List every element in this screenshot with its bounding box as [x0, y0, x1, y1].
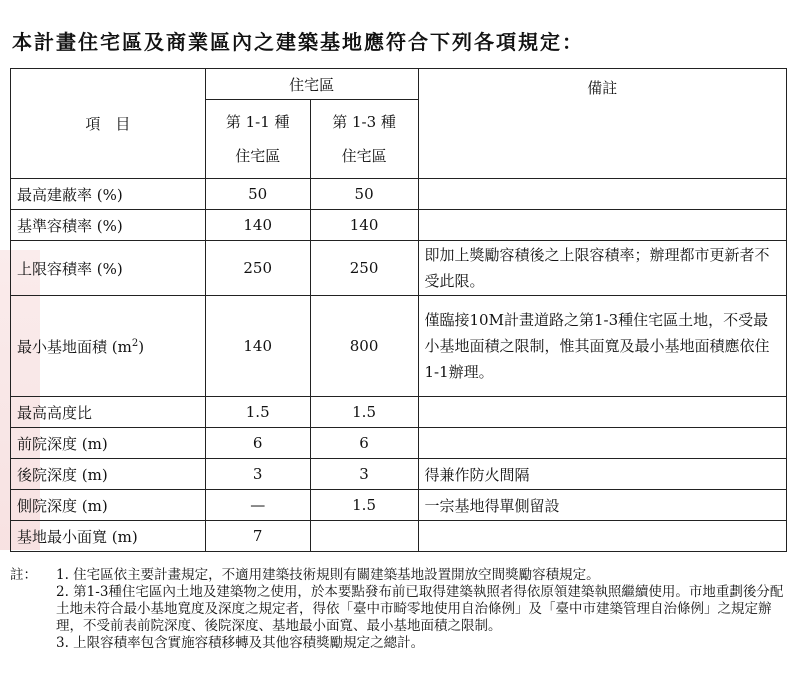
row-note [418, 210, 786, 241]
row-item: 最高高度比 [11, 397, 206, 428]
row-item-end: ) [138, 337, 145, 356]
row-note [418, 241, 786, 296]
item-header: 項 目 [11, 69, 206, 179]
row-value-1-3: 1.5 [310, 397, 418, 428]
row-note [418, 428, 786, 459]
row-note [418, 296, 786, 397]
table-header-row [11, 69, 787, 100]
row-item: 側院深度 (m) [11, 490, 206, 521]
row-item: 前院深度 (m) [11, 428, 206, 459]
table-row [11, 296, 787, 397]
notes-label: 註： [10, 567, 37, 583]
table-row [11, 428, 787, 459]
row-value-1-1: 7 [205, 521, 310, 552]
zone-1-3-line1: 第 1-3 種 [332, 113, 396, 131]
row-value-1-3 [310, 521, 418, 552]
row-value-1-1: 140 [205, 296, 310, 397]
note-item: 3. 上限容積率包含實施容積移轉及其他容積獎勵規定之總計。 [56, 635, 425, 651]
row-value-1-3: 6 [310, 428, 418, 459]
residential-group-header: 住宅區 [205, 69, 418, 100]
row-note-text: 即加上獎勵容積後之上限容積率；辦理都市更新者不受此限。 [424, 246, 770, 290]
table-row [11, 521, 787, 552]
row-value-1-1: 1.5 [205, 397, 310, 428]
table-row [11, 179, 787, 210]
note-item: 2. 第1-3種住宅區內土地及建築物之使用，於本要點發布前已取得建築執照者得依原領建築執照繼續使用。市地重劃後分配土地未符合最小基地寬度及深度之規定者，得依「臺中市畸零地使用自治條例」及「臺中市建築管理自治條例」之規定辦理，不受前表前院深度、後院深度、基地最小面寬、最小基地面積之限制。 [56, 584, 784, 634]
zone-1-1-header [205, 100, 310, 179]
row-item: 基準容積率 (%) [11, 210, 206, 241]
row-note-text: 僅臨接10M計畫道路之第1-3種住宅區土地，不受最小基地面積之限制，惟其面寬及最小基地面積應依住1-1辦理。 [424, 311, 770, 381]
row-value-1-3: 50 [310, 179, 418, 210]
row-item: 上限容積率 (%) [11, 241, 206, 296]
notes-list [56, 567, 796, 652]
row-note [418, 397, 786, 428]
row-note: 一宗基地得單側留設 [418, 490, 786, 521]
row-value-1-1: 250 [205, 241, 310, 296]
zone-1-3-header [310, 100, 418, 179]
row-value-1-1: — [205, 490, 310, 521]
row-value-1-1: 6 [205, 428, 310, 459]
row-item-main: 最小基地面積 (m [17, 337, 132, 356]
remarks-header: 備註 [418, 69, 786, 179]
row-item: 基地最小面寬 (m) [11, 521, 206, 552]
row-value-1-3: 250 [310, 241, 418, 296]
row-item-sup: 2 [131, 337, 139, 349]
row-value-1-1: 3 [205, 459, 310, 490]
note-item: 1. 住宅區依主要計畫規定，不適用建築技術規則有關建築基地設置開放空間獎勵容積規定。 [56, 567, 600, 583]
row-item: 最高建蔽率 (%) [11, 179, 206, 210]
row-value-1-3: 1.5 [310, 490, 418, 521]
zone-1-1-line1: 第 1-1 種 [225, 113, 290, 131]
table-row [11, 490, 787, 521]
zone-1-3-line2: 住宅區 [341, 147, 387, 165]
row-item: 後院深度 (m) [11, 459, 206, 490]
table-row [11, 459, 787, 490]
document-title: 本計畫住宅區及商業區內之建築基地應符合下列各項規定： [12, 30, 584, 54]
row-note [418, 179, 786, 210]
row-value-1-1: 50 [205, 179, 310, 210]
table-row [11, 241, 787, 296]
row-note: 得兼作防火間隔 [418, 459, 786, 490]
table-row [11, 397, 787, 428]
row-value-1-3: 800 [310, 296, 418, 397]
row-item [11, 296, 206, 397]
row-value-1-3: 3 [310, 459, 418, 490]
table-row [11, 210, 787, 241]
row-note [418, 521, 786, 552]
zone-1-1-line2: 住宅區 [235, 147, 281, 165]
regulation-table [10, 68, 787, 552]
row-value-1-3: 140 [310, 210, 418, 241]
row-value-1-1: 140 [205, 210, 310, 241]
